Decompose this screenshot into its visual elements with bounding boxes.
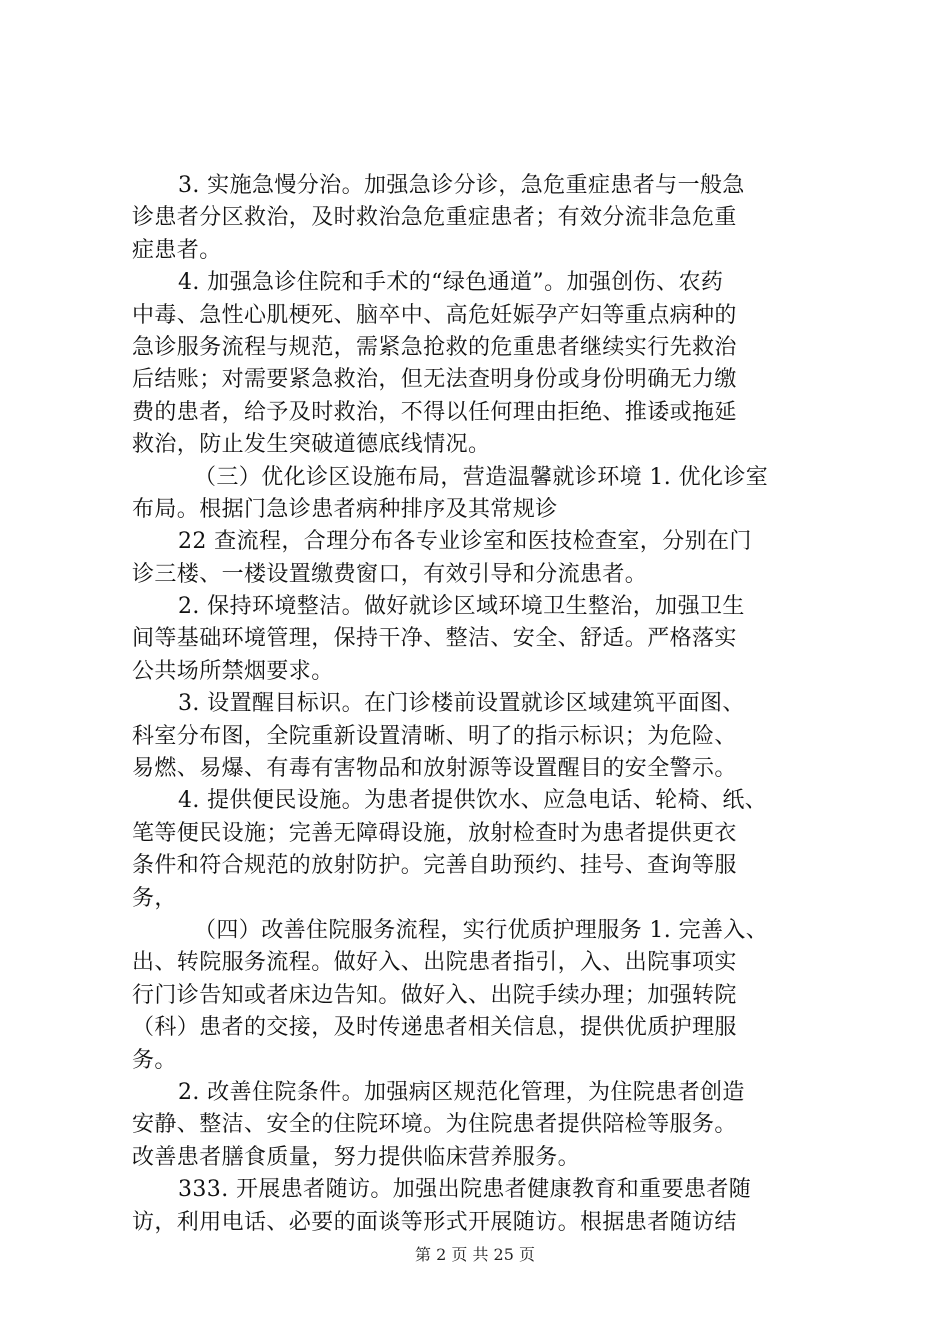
page-footer: 第 2 页 共 25 页 [415,1245,535,1264]
text-line: 行门诊告知或者床边告知。做好入、出院手续办理；加强转院 [132,982,737,1008]
text-line: 救治，防止发生突破道德底线情况。 [132,432,491,458]
text-line: 出、转院服务流程。做好入、出院患者指引，入、出院事项实 [132,950,737,976]
text-line: 诊三楼、一楼设置缴费窗口，有效引导和分流患者。 [132,561,648,587]
text-line: 4. 提供便民设施。为患者提供饮水、应急电话、轮椅、纸、 [178,788,768,814]
text-line: 公共场所禁烟要求。 [132,658,334,684]
text-line: 条件和符合规范的放射防护。完善自助预约、挂号、查询等服 [132,853,737,879]
text-line: 急诊服务流程与规范，需紧急抢救的危重患者继续实行先救治 [132,334,737,360]
text-line: （科）患者的交接，及时传递患者相关信息，提供优质护理服 [132,1015,737,1041]
section-heading-line: （三）优化诊区设施布局，营造温馨就诊环境 1. 优化诊室 [194,464,769,490]
text-line: 中毒、急性心肌梗死、脑卒中、高危妊娠孕产妇等重点病种的 [132,302,737,328]
text-line: 务。 [132,1047,177,1073]
text-line: 3. 实施急慢分治。加强急诊分诊，急危重症患者与一般急 [178,173,745,198]
text-line: 笔等便民设施；完善无障碍设施，放射检查时为患者提供更衣 [132,820,737,846]
text-line: 务， [132,885,177,911]
text-line: 科室分布图，全院重新设置清晰、明了的指示标识；为危险、 [132,723,737,749]
document-body [132,170,832,1239]
text-line: 2. 保持环境整洁。做好就诊区域环境卫生整治，加强卫生 [178,594,745,620]
text-line: 4. 加强急诊住院和手术的“绿色通道”。加强创伤、农药 [178,270,724,296]
text-line: 3. 设置醒目标识。在门诊楼前设置就诊区域建筑平面图、 [178,691,745,717]
text-line: 改善患者膳食质量，努力提供临床营养服务。 [132,1144,581,1170]
text-line: 费的患者，给予及时救治，不得以任何理由拒绝、推诿或拖延 [132,399,737,425]
text-line: 访，利用电话、必要的面谈等形式开展随访。根据患者随访结 [132,1209,737,1235]
text-line: 间等基础环境管理，保持干净、整洁、安全、舒适。严格落实 [132,626,737,652]
text-line: 安静、整洁、安全的住院环境。为住院患者提供陪检等服务。 [132,1112,737,1138]
text-line: 333. 开展患者随访。加强出院患者健康教育和重要患者随 [178,1177,752,1203]
text-line: 后结账；对需要紧急救治，但无法查明身份或身份明确无力缴 [132,367,737,393]
text-line: 22 查流程，合理分布各专业诊室和医技检查室，分别在门 [178,529,752,555]
text-line: 易燃、易爆、有毒有害物品和放射源等设置醒目的安全警示。 [132,756,737,782]
text-line: 症患者。 [132,237,222,263]
section-heading-line: （四）改善住院服务流程，实行优质护理服务 1. 完善入、 [194,917,769,943]
text-line: 2. 改善住院条件。加强病区规范化管理，为住院患者创造 [178,1079,745,1105]
text-line: 诊患者分区救治，及时救治急危重症患者；有效分流非急危重 [132,205,737,231]
text-line: 布局。根据门急诊患者病种排序及其常规诊 [132,496,558,522]
